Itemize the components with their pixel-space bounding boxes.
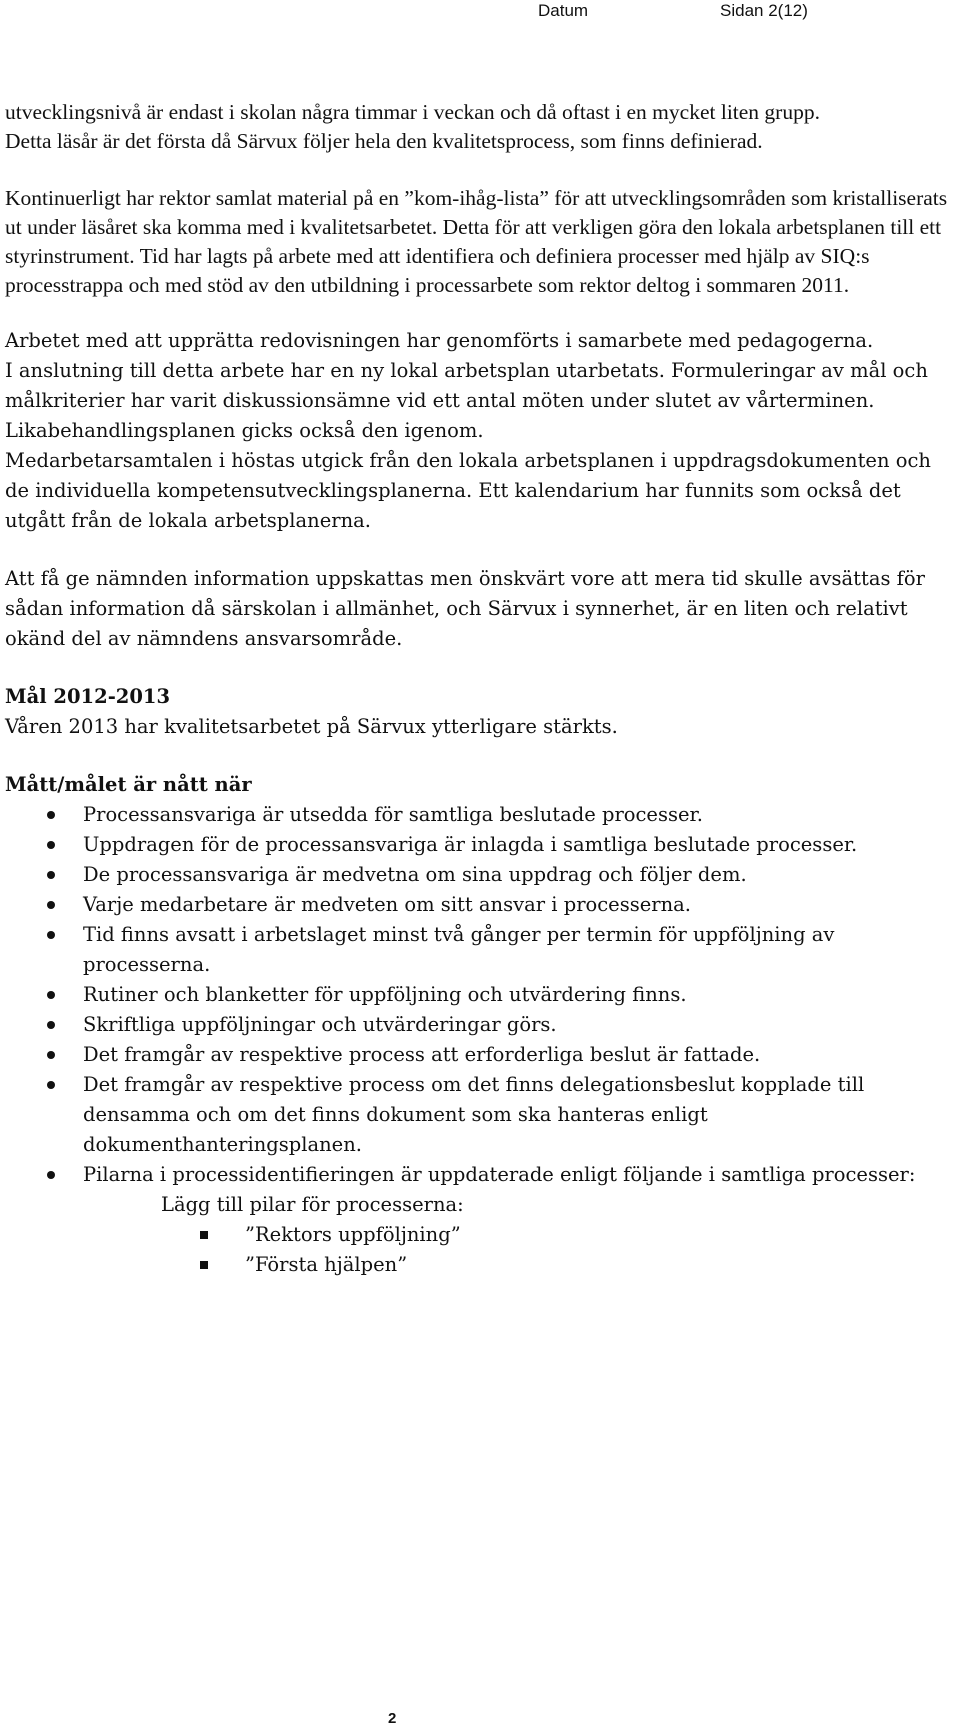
document-body — [5, 98, 955, 1280]
bullet-icon — [47, 931, 55, 939]
list-item: Det framgår av respektive process om det finns delegationsbeslut kopplade till densamma och om det finns dokument som ska hanteras enligt dokumenthanteringsplanen. — [5, 1070, 955, 1160]
goal-text: Våren 2013 har kvalitetsarbetet på Särvux ytterligare stärkts. — [5, 715, 618, 738]
criteria-list — [5, 800, 955, 1190]
paragraph-1: Kontinuerligt har rektor samlat material på en ”kom-ihåg-lista” för att utvecklingsområden som kristalliserats ut under läsåret ska komma med i kvalitetsarbetet. Detta för att verkligen göra den lokala arbetsplanen till ett styrinstrument. Tid har lagts på arbete med att identifiera och definiera processer med hjälp av SIQ:s processtrappa och med stöd av den utbildning i processarbete som rektor deltog i sommaren 2011. — [5, 186, 948, 297]
intro-line-2: Detta läsår är det första då Särvux följer hela den kvalitetsprocess, som finns definierad. — [5, 129, 763, 153]
paragraph-kom-ihag — [5, 184, 955, 300]
bullet-icon — [47, 841, 55, 849]
paragraph-4: Likabehandlingsplanen gicks också den igenom. — [5, 419, 484, 442]
criteria-heading: Mått/målet är nått när — [5, 773, 252, 796]
bullet-icon — [47, 811, 55, 819]
list-item: De processansvariga är medvetna om sina uppdrag och följer dem. — [5, 860, 955, 890]
paragraph-2: Arbetet med att upprätta redovisningen har genomförts i samarbete med pedagogerna. — [5, 329, 874, 352]
bullet-icon — [47, 1051, 55, 1059]
sub-list-intro: Lägg till pilar för processerna: — [161, 1193, 464, 1216]
bullet-icon — [47, 1021, 55, 1029]
bullet-icon — [47, 991, 55, 999]
sub-list-item: ”Rektors uppföljning” — [5, 1220, 955, 1250]
goal-heading: Mål 2012-2013 — [5, 685, 171, 708]
list-item: Rutiner och blanketter för uppföljning och utvärdering finns. — [5, 980, 955, 1010]
sub-list-item: ”Första hjälpen” — [5, 1250, 955, 1280]
list-item: Skriftliga uppföljningar och utvärderingar görs. — [5, 1010, 955, 1040]
list-item: Det framgår av respektive process att erforderliga beslut är fattade. — [5, 1040, 955, 1070]
paragraph-6: Att få ge nämnden information uppskattas men önskvärt vore att mera tid skulle avsättas för sådan information då särskolan i allmänhet, och Särvux i synnerhet, är en liten och relativt okänd del av nämndens ansvarsområde. — [5, 567, 925, 650]
header-page-indicator: Sidan 2(12) — [720, 1, 808, 20]
paragraph-5: Medarbetarsamtalen i höstas utgick från den lokala arbetsplanen i uppdragsdokumenten och de individuella kompetensutvecklingsplanerna. Ett kalendarium har funnits som också det utgått från de lokala arbetsplanerna. — [5, 449, 931, 532]
bullet-icon — [47, 1081, 55, 1089]
paragraph-3: I anslutning till detta arbete har en ny lokal arbetsplan utarbetats. Formuleringar av mål och målkriterier har varit diskussionsämne vid ett antal möten under slutet av vårterminen. — [5, 359, 928, 412]
intro-block — [5, 98, 955, 156]
list-item: Pilarna i processidentifieringen är uppdaterade enligt följande i samtliga processer: — [5, 1160, 955, 1190]
header-date: Datum — [538, 1, 589, 20]
list-item: Processansvariga är utsedda för samtliga beslutade processer. — [5, 800, 955, 830]
bullet-icon — [47, 871, 55, 879]
list-item: Varje medarbetare är medveten om sitt ansvar i processerna. — [5, 890, 955, 920]
bullet-icon — [47, 901, 55, 909]
square-bullet-icon — [200, 1261, 208, 1269]
square-bullet-icon — [200, 1231, 208, 1239]
page-number: 2 — [388, 1710, 397, 1727]
intro-line-1: utvecklingsnivå är endast i skolan några timmar i veckan och då oftast i en mycket liten grupp. — [5, 100, 820, 124]
page-header — [0, 0, 960, 24]
list-item: Uppdragen för de processansvariga är inlagda i samtliga beslutade processer. — [5, 830, 955, 860]
bullet-icon — [47, 1171, 55, 1179]
sub-list — [5, 1220, 955, 1280]
list-item: Tid finns avsatt i arbetslaget minst två gånger per termin för uppföljning av processerna. — [5, 920, 955, 980]
